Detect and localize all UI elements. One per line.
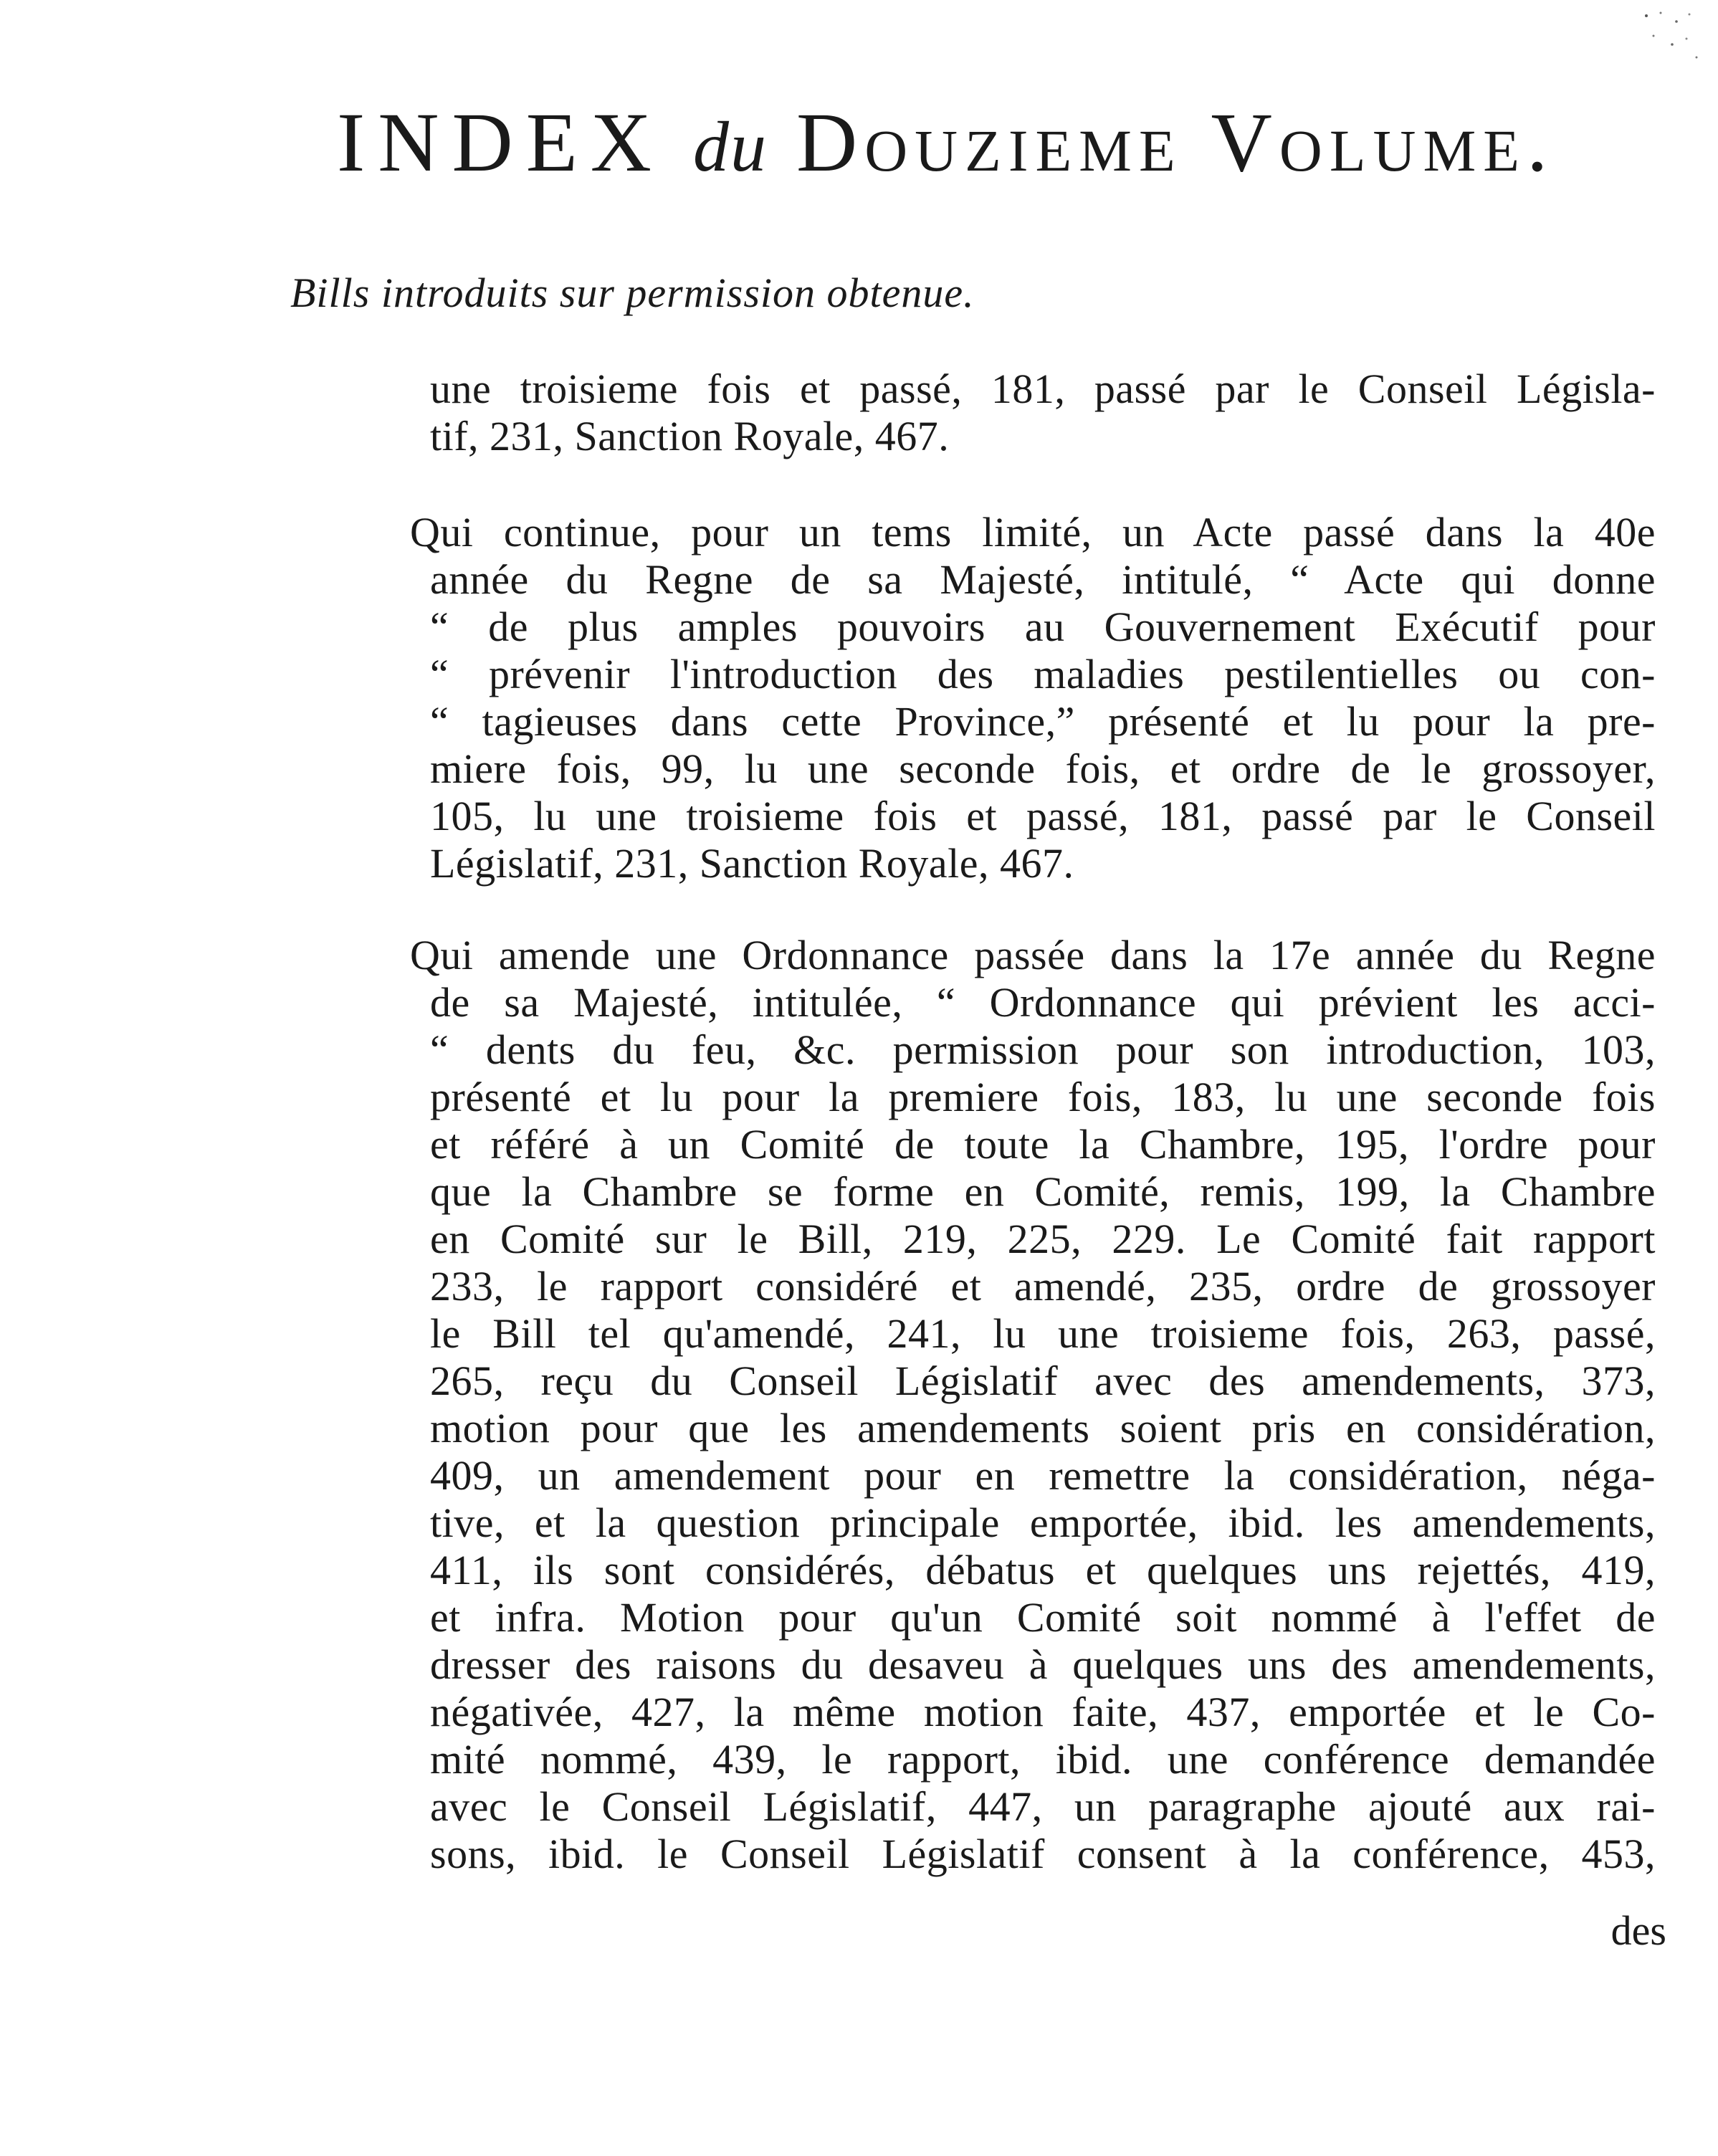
- entry-line: miere fois, 99, lu une seconde fois, et ordre de le grossoyer,: [430, 745, 1656, 792]
- entry-line: et référé à un Comité de toute la Chambre, 195, l'ordre pour: [430, 1121, 1656, 1168]
- entry-line: Législatif, 231, Sanction Royale, 467.: [430, 840, 1074, 887]
- entry-line: Qui continue, pour un tems limité, un Acte passé dans la 40e: [410, 509, 1656, 555]
- entry-line: tive, et la question principale emportée, ibid. les amendements,: [430, 1499, 1656, 1546]
- entry-line: 233, le rapport considéré et amendé, 235, ordre de grossoyer: [430, 1263, 1656, 1310]
- entry-line: tif, 231, Sanction Royale, 467.: [430, 413, 950, 459]
- entry-line: Qui amende une Ordonnance passée dans la 17e année du Regne: [410, 932, 1656, 978]
- entry-line: présenté et lu pour la premiere fois, 183, lu une seconde fois: [430, 1074, 1656, 1120]
- index-entry: [410, 932, 1656, 1878]
- entry-line: 409, un amendement pour en remettre la considération, néga-: [430, 1452, 1656, 1499]
- title-index: INDEX: [337, 95, 665, 189]
- title-volume-number: Douzieme: [796, 95, 1183, 189]
- entry-line: “ tagieuses dans cette Province,” présenté et lu pour la pre-: [430, 698, 1656, 745]
- entry-line: une troisieme fois et passé, 181, passé par le Conseil Législa-: [430, 366, 1656, 412]
- section-heading: Bills introduits sur permission obtenue.: [290, 270, 975, 316]
- print-specks-decoration: [1639, 7, 1704, 72]
- entry-line: 265, reçu du Conseil Législatif avec des amendements, 373,: [430, 1358, 1656, 1404]
- entry-line: que la Chambre se forme en Comité, remis, 199, la Chambre: [430, 1168, 1656, 1215]
- title-du: du: [693, 107, 768, 186]
- entry-line: mité nommé, 439, le rapport, ibid. une conférence demandée: [430, 1736, 1656, 1783]
- page-title: [337, 95, 1627, 189]
- entry-line: année du Regne de sa Majesté, intitulé, “ Acte qui donne: [430, 556, 1656, 603]
- catchword: des: [1610, 1907, 1666, 1954]
- entry-line: 411, ils sont considérés, débatus et quelques uns rejettés, 419,: [430, 1547, 1656, 1593]
- entry-line: et infra. Motion pour qu'un Comité soit nommé à l'effet de: [430, 1594, 1656, 1641]
- entry-line: en Comité sur le Bill, 219, 225, 229. Le Comité fait rapport: [430, 1216, 1656, 1262]
- entry-line: avec le Conseil Législatif, 447, un paragraphe ajouté aux rai-: [430, 1783, 1656, 1830]
- index-entry: [410, 509, 1656, 887]
- entry-line: 105, lu une troisieme fois et passé, 181, passé par le Conseil: [430, 793, 1656, 839]
- entry-line: motion pour que les amendements soient pris en considération,: [430, 1405, 1656, 1451]
- entry-line: négativée, 427, la même motion faite, 437, emportée et le Co-: [430, 1689, 1656, 1735]
- entry-line: “ de plus amples pouvoirs au Gouvernement Exécutif pour: [430, 604, 1656, 650]
- entry-line: “ prévenir l'introduction des maladies pestilentielles ou con-: [430, 651, 1656, 697]
- index-entry: [430, 366, 1656, 460]
- entry-line: sons, ibid. le Conseil Législatif consent à la conférence, 453,: [430, 1831, 1656, 1877]
- entry-line: dresser des raisons du desaveu à quelques uns des amendements,: [430, 1641, 1656, 1688]
- entry-line: de sa Majesté, intitulée, “ Ordonnance qui prévient les acci-: [430, 979, 1656, 1026]
- entry-line: le Bill tel qu'amendé, 241, lu une troisieme fois, 263, passé,: [430, 1310, 1656, 1357]
- entry-line: “ dents du feu, &c. permission pour son introduction, 103,: [430, 1026, 1656, 1073]
- title-volume: Volume.: [1211, 95, 1555, 189]
